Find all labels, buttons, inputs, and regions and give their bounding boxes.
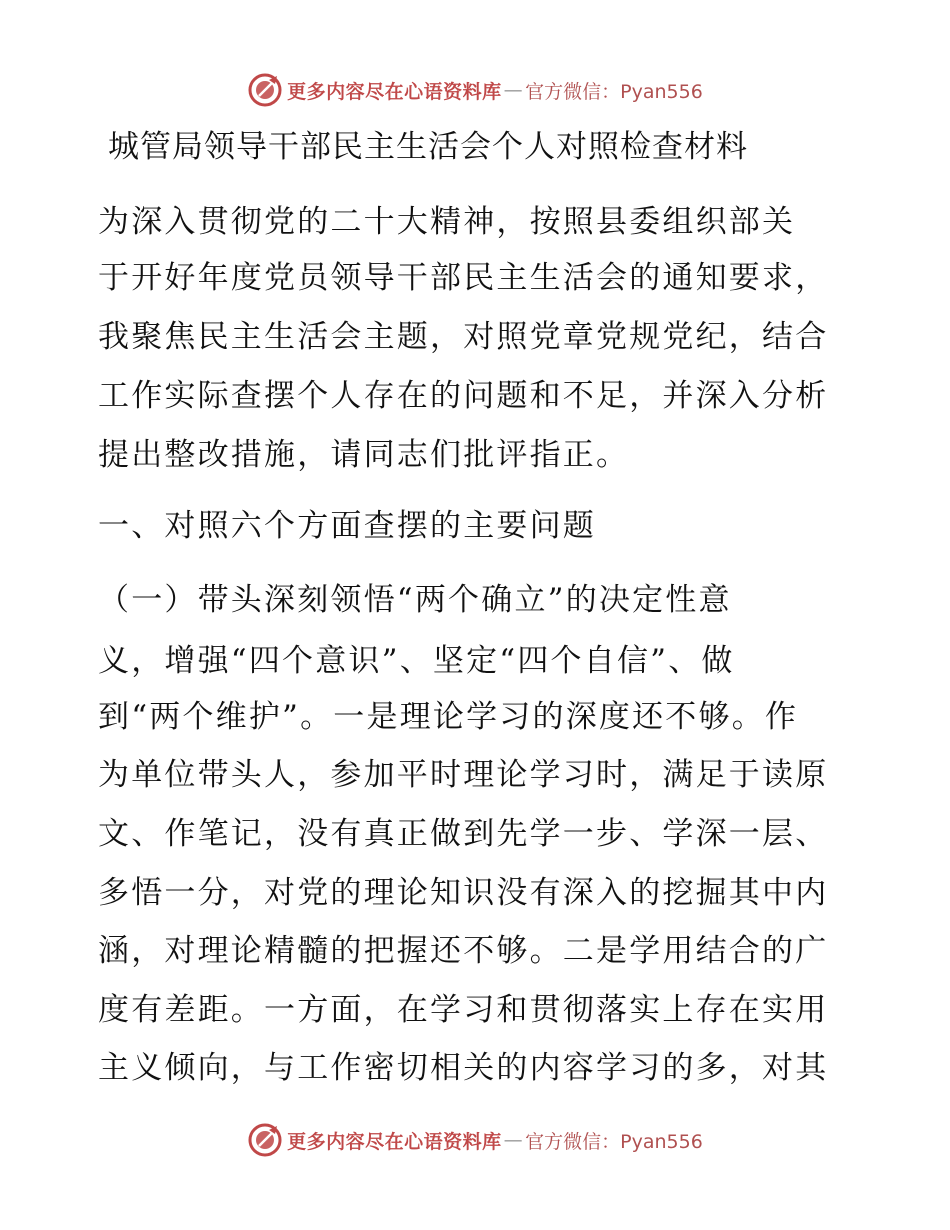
body-line: 于开好年度党员领导干部民主生活会的通知要求，: [98, 260, 829, 296]
body-line: 义，增强“四个意识”、坚定“四个自信”、做: [98, 643, 735, 679]
seal-logo-icon: [247, 72, 283, 108]
watermark-wechat-text: 官方微信：Pyan556: [525, 80, 703, 103]
body-line: 度有差距。一方面，在学习和贯彻落实上存在实用: [98, 992, 829, 1028]
body-line: 多悟一分，对党的理论知识没有深入的挖掘其中内: [98, 875, 829, 911]
body-line: 涵，对理论精髓的把握还不够。二是学用结合的广: [98, 933, 829, 969]
body-line: 提出整改措施，请同志们批评指正。: [98, 437, 630, 473]
body-line: 为深入贯彻党的二十大精神，按照县委组织部关: [98, 204, 796, 240]
footer-watermark: [0, 1120, 950, 1160]
header-watermark: [0, 70, 950, 110]
watermark-separator: —: [503, 1129, 524, 1151]
body-line: 主义倾向，与工作密切相关的内容学习的多，对其: [98, 1050, 829, 1086]
watermark-brand-text: 更多内容尽在心语资料库: [287, 80, 502, 103]
document-title: 城管局领导干部民主生活会个人对照检查材料: [108, 129, 748, 165]
body-line: 到“两个维护”。一是理论学习的深度还不够。作: [98, 699, 799, 735]
subsection-heading: （一）带头深刻领悟“两个确立”的决定性意: [98, 582, 732, 618]
body-line: 工作实际查摆个人存在的问题和不足，并深入分析: [98, 378, 829, 414]
body-line: 我聚焦民主生活会主题，对照党章党规党纪，结合: [98, 319, 829, 355]
watermark-brand-text: 更多内容尽在心语资料库: [287, 1130, 502, 1153]
section-heading: 一、对照六个方面查摆的主要问题: [98, 508, 596, 544]
body-line: 文、作笔记，没有真正做到先学一步、学深一层、: [98, 816, 829, 852]
seal-logo-icon: [247, 1122, 283, 1158]
body-line: 为单位带头人，参加平时理论学习时，满足于读原: [98, 757, 829, 793]
watermark-separator: —: [503, 79, 524, 101]
watermark-wechat-text: 官方微信：Pyan556: [525, 1130, 703, 1153]
